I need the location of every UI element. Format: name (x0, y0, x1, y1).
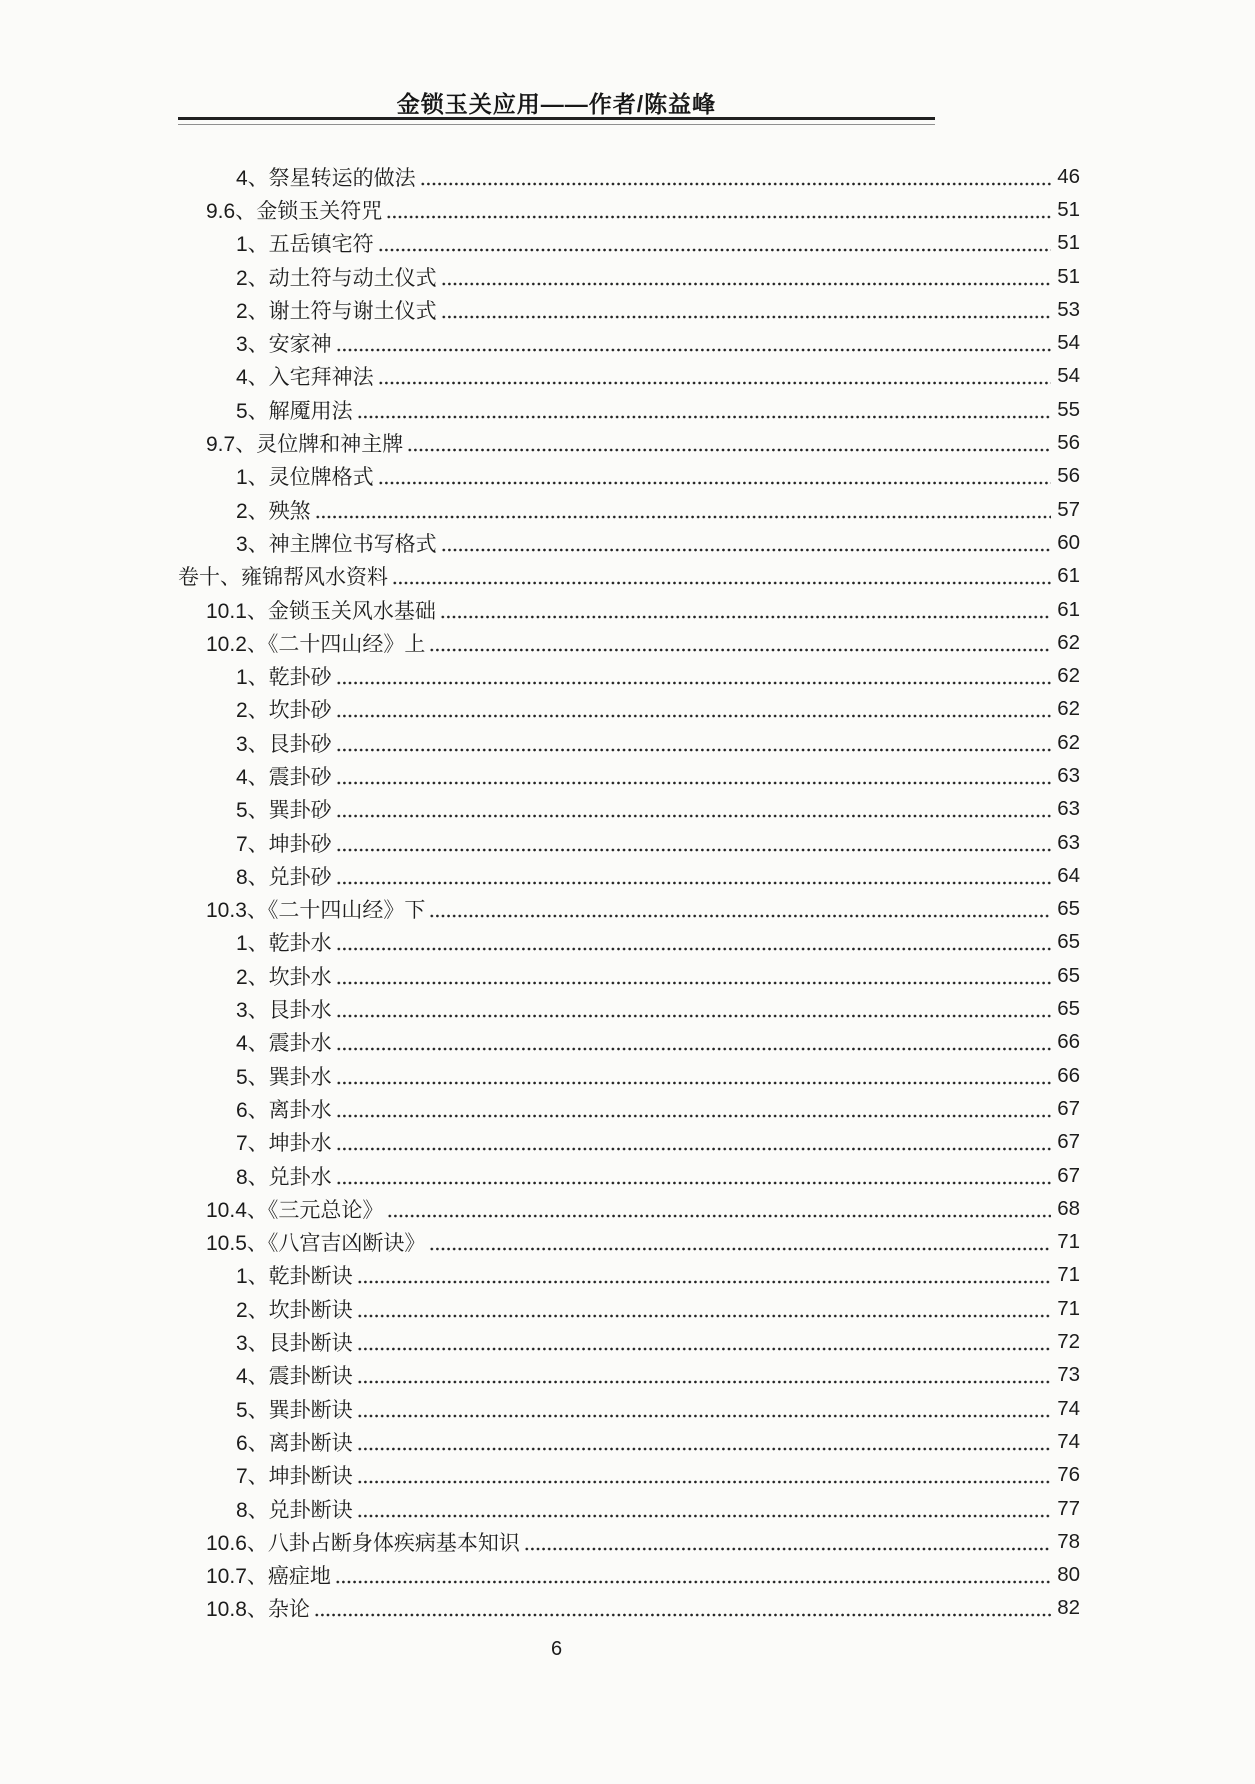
toc-entry-label: 2、坎卦断诀 (236, 1298, 353, 1322)
toc-entry-page: 74 (1057, 1429, 1080, 1453)
dot-leader (336, 859, 1051, 892)
toc-entry-label: 10.5、《八宫吉凶断诀》 (206, 1232, 426, 1256)
toc-entry (176, 693, 1080, 726)
dot-leader (441, 260, 1051, 293)
toc-entry-label: 4、震卦砂 (236, 765, 332, 789)
toc-entry-page: 71 (1057, 1296, 1080, 1320)
header-divider (178, 117, 935, 120)
toc-entry-label: 10.8、杂论 (206, 1598, 310, 1622)
toc-entry-page: 51 (1057, 197, 1080, 221)
toc-entry (176, 160, 1080, 193)
toc-entry-page: 67 (1057, 1163, 1080, 1187)
toc-entry-page: 71 (1057, 1230, 1080, 1254)
toc-entry-page: 62 (1057, 664, 1080, 688)
toc-entry-label: 4、入宅拜神法 (236, 366, 374, 390)
dot-leader (336, 992, 1051, 1025)
toc-entry-page: 72 (1057, 1330, 1080, 1354)
toc-entry-label: 10.6、八卦占断身体疾病基本知识 (206, 1531, 520, 1555)
toc-entry-page: 63 (1057, 797, 1080, 821)
toc-entry-page: 65 (1057, 930, 1080, 954)
toc-entry (176, 1292, 1080, 1325)
toc-entry-label: 5、解魇用法 (236, 399, 353, 423)
toc-entry (176, 1192, 1080, 1225)
toc-entry (176, 360, 1080, 393)
toc-entry (176, 526, 1080, 559)
dot-leader (336, 326, 1051, 359)
toc-entry-page: 54 (1057, 331, 1080, 355)
dot-leader (441, 526, 1051, 559)
toc-entry (176, 793, 1080, 826)
dot-leader (387, 1192, 1051, 1225)
dot-leader (336, 1126, 1051, 1159)
dot-leader (336, 726, 1051, 759)
dot-leader (392, 560, 1051, 593)
toc-entry (176, 626, 1080, 659)
toc-entry (176, 393, 1080, 426)
toc-entry (176, 493, 1080, 526)
toc-entry-page: 71 (1057, 1263, 1080, 1287)
toc-entry-page: 55 (1057, 397, 1080, 421)
toc-entry (176, 1359, 1080, 1392)
footer-page-number: 6 (550, 1638, 563, 1660)
dot-leader (336, 826, 1051, 859)
dot-leader (314, 1592, 1051, 1625)
header-divider-echo (178, 124, 935, 125)
dot-leader (336, 793, 1051, 826)
toc-entry-label: 5、巽卦砂 (236, 799, 332, 823)
toc-entry-label: 4、震卦水 (236, 1032, 332, 1056)
toc-entry-page: 76 (1057, 1463, 1080, 1487)
toc-entry-label: 4、震卦断诀 (236, 1365, 353, 1389)
toc-entry-label: 5、巽卦断诀 (236, 1398, 353, 1422)
toc-entry (176, 1092, 1080, 1125)
toc-entry-page: 62 (1057, 730, 1080, 754)
dot-leader (357, 1325, 1051, 1358)
dot-leader (429, 893, 1051, 926)
dot-leader (357, 1259, 1051, 1292)
dot-leader (524, 1525, 1051, 1558)
toc-entry-label: 2、坎卦砂 (236, 699, 332, 723)
dot-leader (378, 360, 1051, 393)
toc-entry (176, 826, 1080, 859)
toc-entry-label: 3、艮卦砂 (236, 732, 332, 756)
toc-entry (176, 1592, 1080, 1625)
toc-entry (176, 1159, 1080, 1192)
toc-entry (176, 759, 1080, 792)
dot-leader (336, 1059, 1051, 1092)
toc-entry-label: 10.2、《二十四山经》上 (206, 632, 426, 656)
dot-leader (336, 1159, 1051, 1192)
dot-leader (336, 1092, 1051, 1125)
toc-entry-page: 62 (1057, 630, 1080, 654)
dot-leader (336, 1026, 1051, 1059)
dot-leader (336, 926, 1051, 959)
toc-entry-label: 10.4、《三元总论》 (206, 1198, 384, 1222)
toc-entry-label: 1、五岳镇宅符 (236, 233, 374, 257)
toc-entry-label: 3、艮卦水 (236, 999, 332, 1023)
toc-entry-label: 8、兑卦断诀 (236, 1498, 353, 1522)
toc-entry-label: 4、祭星转运的做法 (236, 166, 416, 190)
toc-entry-page: 63 (1057, 763, 1080, 787)
toc-entry-page: 63 (1057, 830, 1080, 854)
toc-entry-label: 1、灵位牌格式 (236, 466, 374, 490)
toc-entry-page: 56 (1057, 464, 1080, 488)
toc-entry-label: 2、谢土符与谢土仪式 (236, 299, 437, 323)
toc-entry-label: 2、殃煞 (236, 499, 311, 523)
toc-entry (176, 260, 1080, 293)
toc-entry (176, 1459, 1080, 1492)
toc-entry (176, 1026, 1080, 1059)
toc-entry-page: 67 (1057, 1096, 1080, 1120)
toc-entry (176, 593, 1080, 626)
toc-entry-label: 1、乾卦断诀 (236, 1265, 353, 1289)
toc-entry-label: 3、安家神 (236, 333, 332, 357)
toc-entry-label: 7、坤卦砂 (236, 832, 332, 856)
dot-leader (335, 1558, 1051, 1591)
toc-entry (176, 926, 1080, 959)
toc-entry-label: 5、巽卦水 (236, 1065, 332, 1089)
dot-leader (336, 759, 1051, 792)
toc-entry (176, 893, 1080, 926)
toc-entry (176, 1325, 1080, 1358)
toc-entry (176, 1392, 1080, 1425)
dot-leader (357, 1459, 1051, 1492)
toc-entry-page: 68 (1057, 1196, 1080, 1220)
toc-entry-label: 2、动土符与动土仪式 (236, 266, 437, 290)
toc-entry-label: 7、坤卦水 (236, 1132, 332, 1156)
toc-entry-page: 54 (1057, 364, 1080, 388)
toc-entry-page: 61 (1057, 564, 1080, 588)
toc-entry (176, 1126, 1080, 1159)
toc-entry (176, 460, 1080, 493)
toc-entry-label: 1、乾卦水 (236, 932, 332, 956)
toc-entry (176, 293, 1080, 326)
toc-entry (176, 1558, 1080, 1591)
toc-entry-page: 67 (1057, 1130, 1080, 1154)
dot-leader (357, 393, 1051, 426)
toc-entry-label: 9.6、金锁玉关符咒 (206, 199, 383, 223)
toc-entry-page: 60 (1057, 530, 1080, 554)
toc-entry-label: 2、坎卦水 (236, 965, 332, 989)
dot-leader (378, 460, 1051, 493)
toc-entry-page: 57 (1057, 497, 1080, 521)
dot-leader (357, 1492, 1051, 1525)
toc-entry (176, 659, 1080, 692)
toc-entry-page: 62 (1057, 697, 1080, 721)
toc-entry-page: 73 (1057, 1363, 1080, 1387)
toc-entry-label: 10.3、《二十四山经》下 (206, 899, 426, 923)
dot-leader (336, 693, 1051, 726)
dot-leader (357, 1425, 1051, 1458)
toc-entry-page: 66 (1057, 1063, 1080, 1087)
toc-entry-label: 8、兑卦砂 (236, 865, 332, 889)
toc-entry-page: 66 (1057, 1030, 1080, 1054)
toc-entry-label: 1、乾卦砂 (236, 666, 332, 690)
dot-leader (440, 593, 1051, 626)
toc-entry-label: 7、坤卦断诀 (236, 1465, 353, 1489)
toc-entry-label: 6、离卦断诀 (236, 1431, 353, 1455)
toc-entry (176, 1226, 1080, 1259)
dot-leader (386, 193, 1051, 226)
toc-entry (176, 227, 1080, 260)
toc-entry-page: 74 (1057, 1396, 1080, 1420)
toc-entry-page: 65 (1057, 997, 1080, 1021)
toc-entry (176, 1525, 1080, 1558)
dot-leader (315, 493, 1051, 526)
toc-entry (176, 426, 1080, 459)
toc-entry-page: 46 (1057, 164, 1080, 188)
toc-entry-page: 78 (1057, 1529, 1080, 1553)
dot-leader (357, 1292, 1051, 1325)
toc-entry-page: 65 (1057, 897, 1080, 921)
toc-list (176, 160, 1080, 1625)
toc-entry-page: 77 (1057, 1496, 1080, 1520)
dot-leader (441, 293, 1051, 326)
toc-entry-page: 82 (1057, 1596, 1080, 1620)
toc-entry-page: 56 (1057, 431, 1080, 455)
toc-entry-page: 53 (1057, 297, 1080, 321)
toc-entry-page: 80 (1057, 1563, 1080, 1587)
toc-entry (176, 959, 1080, 992)
toc-entry (176, 1492, 1080, 1525)
toc-entry (176, 1059, 1080, 1092)
toc-entry-page: 61 (1057, 597, 1080, 621)
dot-leader (357, 1392, 1051, 1425)
dot-leader (429, 1226, 1051, 1259)
toc-entry (176, 726, 1080, 759)
toc-entry (176, 992, 1080, 1025)
toc-entry-page: 65 (1057, 963, 1080, 987)
toc-entry-page: 51 (1057, 231, 1080, 255)
toc-entry (176, 326, 1080, 359)
toc-entry-label: 10.1、金锁玉关风水基础 (206, 599, 436, 623)
toc-entry-label: 6、离卦水 (236, 1098, 332, 1122)
dot-leader (420, 160, 1051, 193)
dot-leader (336, 659, 1051, 692)
toc-entry (176, 1259, 1080, 1292)
dot-leader (357, 1359, 1051, 1392)
toc-entry-page: 51 (1057, 264, 1080, 288)
dot-leader (378, 227, 1051, 260)
toc-entry (176, 859, 1080, 892)
toc-entry (176, 560, 1080, 593)
dot-leader (429, 626, 1051, 659)
dot-leader (407, 426, 1051, 459)
toc-entry-label: 8、兑卦水 (236, 1165, 332, 1189)
toc-entry (176, 1425, 1080, 1458)
dot-leader (336, 959, 1051, 992)
toc-entry-label: 10.7、癌症地 (206, 1565, 331, 1589)
toc-entry-label: 3、神主牌位书写格式 (236, 532, 437, 556)
toc-entry-label: 卷十、雍锦帮风水资料 (178, 566, 388, 590)
toc-entry (176, 193, 1080, 226)
toc-entry-label: 9.7、灵位牌和神主牌 (206, 433, 404, 457)
toc-entry-page: 64 (1057, 863, 1080, 887)
toc-entry-label: 3、艮卦断诀 (236, 1332, 353, 1356)
page-header-title: 金锁玉关应用——作者/陈益峰 (396, 91, 717, 117)
